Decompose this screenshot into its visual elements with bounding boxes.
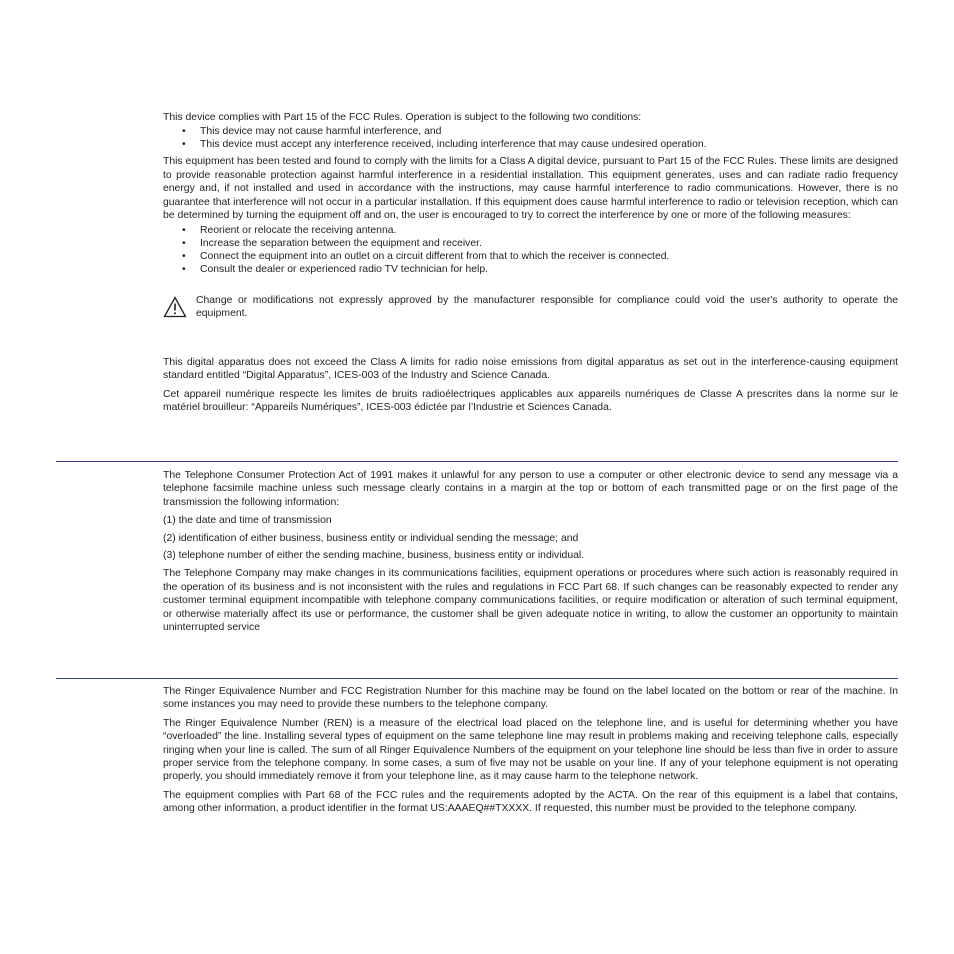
bullet: • (182, 139, 186, 151)
bullet: • (182, 126, 186, 138)
fcc-part15-section (163, 111, 898, 280)
list-item (163, 263, 898, 276)
section-divider (56, 678, 898, 679)
measure-text: Increase the separation between the equipment and receiver. (200, 238, 482, 250)
condition-text: This device may not cause harmful interference, and (200, 126, 442, 138)
ringer-label-text: The Ringer Equivalence Number and FCC Registration Number for this machine may be found on the label located on the bottom or rear of the machine. In some instances you may need to provide these numbers to the telephone company. (163, 686, 898, 711)
list-item (163, 138, 898, 151)
list-item (163, 125, 898, 138)
warning-note (163, 294, 898, 321)
part68-text: The equipment complies with Part 68 of the FCC rules and the requirements adopted by the ACTA. On the rear of this equipment is a label that contains, among other information, a product identifier in the format US:AAAEQ##TXXXX. If requested, this number must be provided to the telephone company. (163, 789, 898, 815)
list-item (163, 250, 898, 263)
fcc-conditions-list (163, 125, 898, 151)
section-divider (56, 461, 898, 462)
ringer-section (163, 685, 898, 816)
condition-text: This device must accept any interference received, including interference that may cause undesired operation. (200, 139, 707, 151)
canada-french-text: Cet appareil numérique respecte les limites de bruits radioélectriques applicables aux appareils numériques de Classe A prescrites dans la norme sur le matériel brouilleur: “Appareils Numériques”, ICES-003 édictée par l’Industrie et Sciences Canada. (163, 388, 898, 414)
fcc-measures-list (163, 224, 898, 276)
ren-explanation-text: The Ringer Equivalence Number (REN) is a measure of the electrical load placed on the telephone line, and is useful for determining whether you have “overloaded” the line. Installing several types of equipment on the same telephone line may result in problems making and receiving telephone calls, especially ringing when your line is called. The sum of all Ringer Equivalence Numbers of the equipment on your telephone line should be less than five in order to assure proper service from the telephone company. In some cases, a sum of five may not be usable on your line. If any of your telephone equipment is not operating properly, you should immediately remove it from your telephone line, as it may cause harm to the telephone network. (163, 717, 898, 783)
tcpa-item: (3) telephone number of either the sending machine, business, business entity or individual. (163, 550, 585, 562)
bullet: • (182, 238, 186, 250)
tcpa-item: (1) the date and time of transmission (163, 515, 332, 527)
bullet: • (182, 264, 186, 276)
warning-triangle-icon (163, 296, 187, 318)
measure-text: Consult the dealer or experienced radio TV technician for help. (200, 264, 489, 276)
measure-text: Reorient or relocate the receiving antenna. (200, 225, 397, 237)
bullet: • (182, 225, 186, 237)
bullet: • (182, 251, 186, 263)
measure-text: Connect the equipment into an outlet on a circuit different from that to which the receiver is connected. (200, 251, 670, 263)
warning-text: Change or modifications not expressly approved by the manufacturer responsible for compliance could void the user's authority to operate the equipment. (196, 295, 898, 320)
tcpa-intro-text: The Telephone Consumer Protection Act of 1991 makes it unlawful for any person to use a computer or other electronic device to send any message via a telephone facsimile machine unless such message clearly contains in a margin at the top or bottom of each transmitted page or on the first page of the transmission the following information: (163, 470, 898, 508)
list-item (163, 224, 898, 237)
tcpa-item: (2) identification of either business, business entity or individual sending the message; and (163, 532, 579, 544)
canada-english-text: This digital apparatus does not exceed the Class A limits for radio noise emissions from digital apparatus as set out in the interference-causing equipment standard entitled “Digital Apparatus”, ICES-003 of the Industry and Science Canada. (163, 357, 898, 382)
list-item (163, 237, 898, 250)
fcc-intro-text: This device complies with Part 15 of the FCC Rules. Operation is subject to the following two conditions: (163, 112, 642, 123)
tcpa-changes-text: The Telephone Company may make changes in its communications facilities, equipment operations or procedures where such action is reasonably required in the operation of its business and is not inconsistent with the rules and regulations in FCC Part 68. If such changes can be reasonably expected to render any customer terminal equipment incompatible with telephone company communications facilities, or require modification or alteration of such terminal equipment, or otherwise materially affect its use or performance, the customer shall be given adequate notice in writing, to allow the customer an opportunity to maintain uninterrupted service (163, 568, 898, 634)
canada-section (163, 356, 898, 415)
tcpa-section (163, 469, 898, 634)
fcc-testing-paragraph: This equipment has been tested and found to comply with the limits for a Class A digital device, pursuant to Part 15 of the FCC Rules. These limits are designed to provide reasonable protection against harmful interference in a residential installation. This equipment generates, uses and can radiate radio frequency energy and, if not installed and used in accordance with the instructions, may cause harmful interference to radio communications. However, there is no guarantee that interference will not occur in a particular installation. If this equipment does cause harmful interference to radio or television reception, which can be determined by turning the equipment off and on, the user is encouraged to try to correct the interference by one or more of the following measures: (163, 156, 898, 222)
